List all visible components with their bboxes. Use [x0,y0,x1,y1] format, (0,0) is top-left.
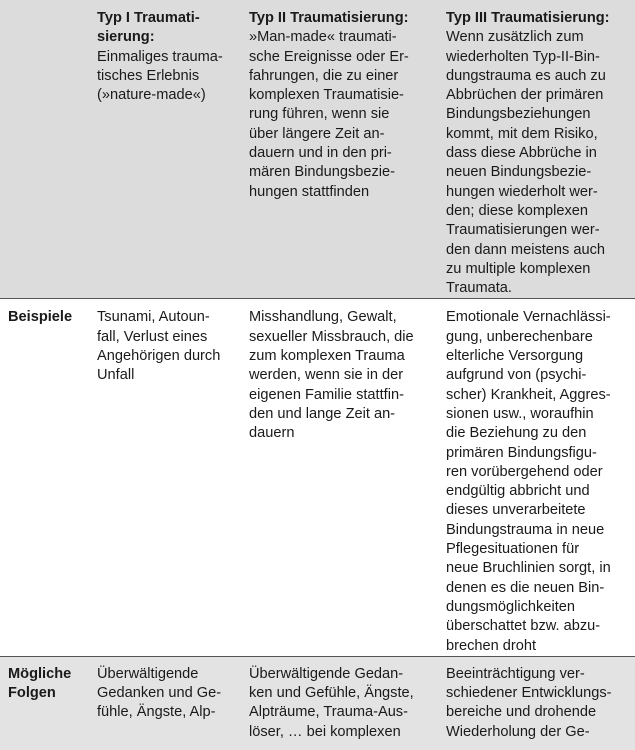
consequences-type2: Überwältigende Gedan- ken und Gefühle, Ängste, Alpträume, Trauma-Aus- löser, … bei komplexen [241,656,438,750]
header-type1-text: Einmaliges trauma- tisches Erlebnis (»nature-made«) [97,48,223,104]
consequences-type3: Beeinträchtigung ver- schiedener Entwicklungs- bereiche und drohende Wiederholung der Ge- [438,656,635,750]
header-type2-title: Typ II Traumatisierung: [249,10,409,26]
header-type3-title: Typ III Traumatisierung: [446,10,610,26]
header-type3-text: Wenn zusätzlich zum wiederholten Typ-II-Bin- dungstrauma es auch zu Abbrüchen der primären Bindungsbeziehungen kommt, mit dem Risiko, dass diese Abbrüche in neuen Bindungsbezie- hungen wiederholt wer- den; diese komplexen Traumatisierungen wer- den dann meistens auch zu multiple komplexen Traumata. [446,29,606,297]
header-type2-text: »Man-made« traumati- sche Ereignisse oder Er- fahrungen, die zu einer komplexen Traumatisie- rung führen, wenn sie über längere Zeit an- dauern und in den pri- mären Bindungsbezie- hungen stattfinden [249,29,409,200]
header-type3 [438,0,635,299]
examples-type1: Tsunami, Autoun- fall, Verlust eines Angehörigen durch Unfall [89,299,241,656]
header-type1 [89,0,241,299]
examples-type3: Emotionale Vernachlässi- gung, unberechenbare elterliche Versorgung aufgrund von (psychi- scher) Krankheit, Aggres- sionen usw., woraufhin die Beziehung zu den primären Bindungsfigu- ren vorübergehend oder endgültig abbricht und dieses unverarbeitete Bindungstrauma in neue Pflegesituationen für neue Bruchlinien sorgt, in denen es die neuen Bin- dungsmöglichkeiten überschattet bzw. abzu- brechen droht [438,299,635,656]
table-row [0,299,635,656]
consequences-type1: Überwältigende Gedanken und Ge- fühle, Ängste, Alp- [89,656,241,750]
row-label-consequences: Mögliche Folgen [0,656,89,750]
header-empty-cell [0,0,89,299]
header-type2 [241,0,438,299]
table-header-row [0,0,635,299]
table-row [0,656,635,750]
row-label-examples: Beispiele [0,299,89,656]
examples-type2: Misshandlung, Gewalt, sexueller Missbrauch, die zum komplexen Trauma werden, wenn sie in der eigenen Familie stattfin- den und lange Zeit an- dauern [241,299,438,656]
header-type1-title: Typ I Traumati- sierung: [97,10,200,46]
